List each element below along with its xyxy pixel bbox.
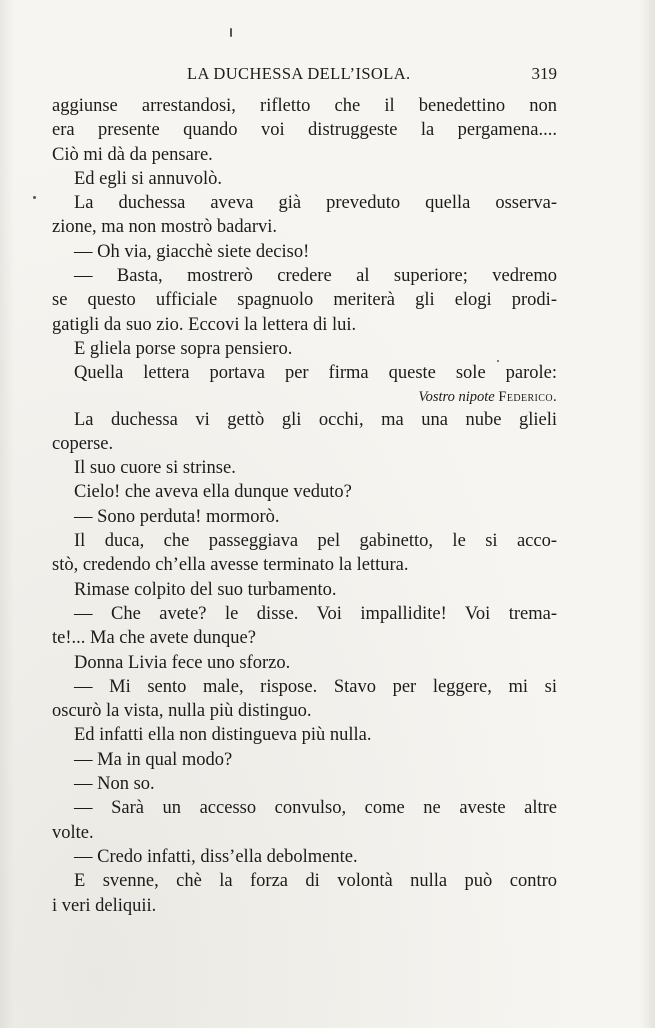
text-line: oscurò la vista, nulla più distinguo.: [52, 701, 312, 722]
signature-closing: Vostro nipote: [418, 388, 495, 405]
text-line: La duchessa vi gettò gli occhi, ma una nube glieli: [74, 409, 557, 430]
text-line: stò, credendo ch’ella avesse terminato la lettura.: [52, 555, 409, 576]
text-line: i veri deliquii.: [52, 895, 157, 916]
text-line: Quella lettera portava per firma queste sole parole:: [74, 363, 557, 384]
text-line: Rimase colpito del suo turbamento.: [74, 579, 337, 600]
text-line: — Non so.: [74, 774, 155, 795]
text-line: — Mi sento male, rispose. Stavo per leggere, mi si: [74, 676, 557, 697]
text-line: gatigli da suo zio. Eccovi la lettera di lui.: [52, 314, 357, 335]
text-line: zione, ma non mostrò badarvi.: [52, 217, 278, 238]
text-line: volte.: [52, 822, 94, 843]
page-number: 319: [531, 64, 557, 83]
text-line: — Oh via, giacchè siete deciso!: [74, 241, 310, 262]
text-line: se questo ufficiale spagnuolo meriterà gli elogi prodi-: [52, 290, 557, 311]
text-line: — Sono perduta! mormorò.: [74, 506, 280, 527]
text-line: — Basta, mostrerò credere al superiore; vedremo: [74, 266, 557, 287]
signature-name: Federico.: [498, 388, 557, 405]
body-text: [52, 94, 557, 918]
letter-signature: [52, 386, 557, 408]
text-line: era presente quando voi distruggeste la pergamena....: [52, 120, 557, 141]
ink-speck: [230, 28, 232, 37]
text-line: Cielo! che aveva ella dunque veduto?: [74, 482, 352, 503]
text-line: — Credo infatti, diss’ella debolmente.: [74, 846, 358, 867]
text-line: Donna Livia fece uno sforzo.: [74, 652, 291, 673]
text-line: aggiunse arrestandosi, rifletto che il benedettino non: [52, 96, 557, 116]
text-line: Ciò mi dà da pensare.: [52, 144, 213, 165]
text-line: coperse.: [52, 433, 114, 454]
text-line: Ed egli si annuvolò.: [74, 168, 222, 189]
text-line: E gliela porse sopra pensiero.: [74, 338, 293, 359]
text-line: La duchessa aveva già preveduto quella osserva-: [74, 193, 557, 214]
text-line: Il suo cuore si strinse.: [74, 458, 236, 479]
text-line: Ed infatti ella non distingueva più nulla.: [74, 725, 372, 746]
text-line: — Che avete? le disse. Voi impallidite! Voi trema-: [74, 603, 557, 624]
page-header: [52, 64, 557, 86]
text-line: Il duca, che passeggiava pel gabinetto, le si acco-: [74, 531, 557, 552]
text-line: te!... Ma che avete dunque?: [52, 628, 256, 649]
text-line: — Ma in qual modo?: [74, 749, 233, 770]
running-title: LA DUCHESSA DELL’ISOLA.: [187, 64, 411, 83]
ink-speck: [33, 196, 36, 199]
text-line: — Sarà un accesso convulso, come ne aveste altre: [74, 798, 557, 819]
text-line: E svenne, chè la forza di volontà nulla può contro: [74, 871, 557, 892]
